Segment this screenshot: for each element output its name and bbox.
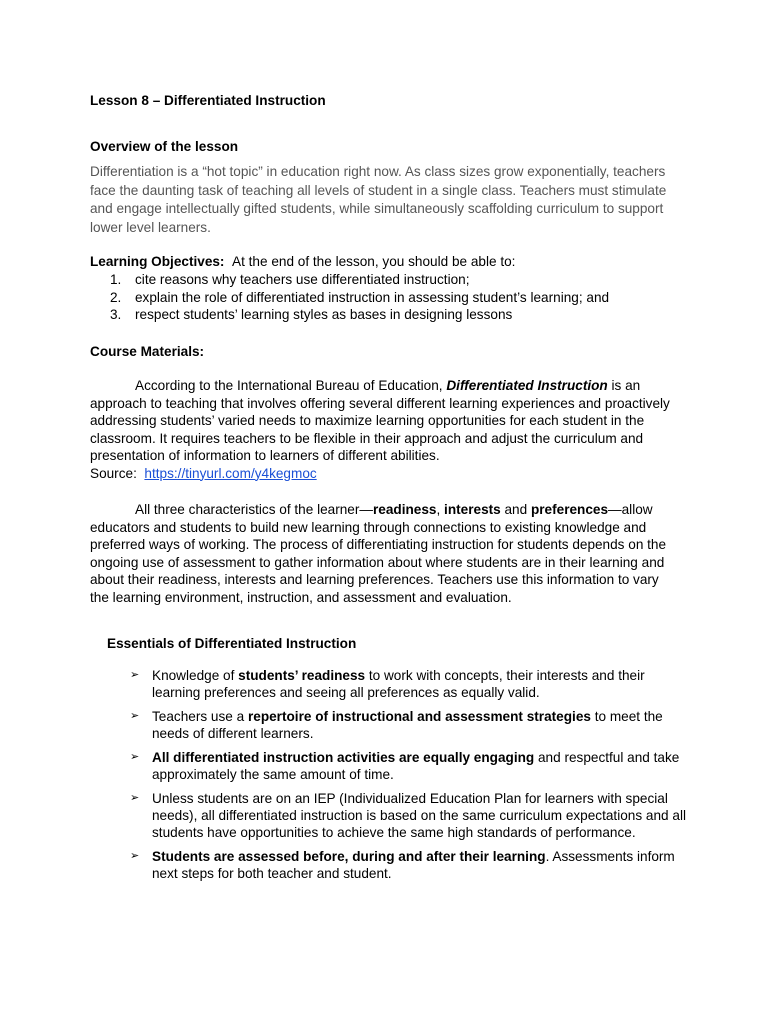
list-item: [130, 790, 690, 841]
source-label: Source:: [90, 465, 137, 481]
para2-bold-preferences: preferences: [530, 502, 609, 517]
para2-bold-readiness: readiness: [373, 502, 437, 517]
item-bold: Students are assessed before, during and after their learning: [152, 849, 546, 864]
item-text: . Assessments inform next steps for both teacher and student.: [152, 849, 675, 881]
objective-number: 3.: [110, 307, 122, 322]
para1-text-b: is an approach to teaching that involves offering several different learning experiences and proactively addressing students’ varied needs to maximize learning opportunities for each student in the classroom. It requires teachers to be flexible in their approach and adjust the curriculum and presentation of information to learners of different abilities.: [90, 378, 670, 463]
objective-text: cite reasons why teachers use differentiated instruction;: [135, 272, 470, 287]
item-text: to meet the needs of different learners.: [152, 709, 663, 741]
item-bold: All differentiated instruction activities are equally engaging: [152, 750, 535, 765]
objective-number: 1.: [110, 272, 122, 287]
item-bold: repertoire of instructional and assessment strategies: [247, 709, 591, 724]
objectives-intro-text: At the end of the lesson, you should be able to:: [232, 254, 516, 269]
arrow-bullet-icon: ➢: [130, 669, 140, 681]
objective-text: explain the role of differentiated instruction in assessing student’s learning; and: [135, 289, 610, 305]
para2-text: and: [500, 502, 531, 517]
objective-item: [90, 289, 710, 307]
list-item: [130, 667, 690, 701]
course-materials-heading: Course Materials:: [90, 344, 205, 359]
list-item: [130, 848, 690, 882]
arrow-bullet-icon: ➢: [130, 792, 140, 804]
para2-text: All three characteristics of the learner—: [135, 502, 373, 517]
item-text: and respectful and take approximately the same amount of time.: [152, 750, 680, 782]
characteristics-paragraph: [90, 501, 680, 606]
list-item: [130, 708, 690, 742]
item-bold: students’ readiness: [238, 668, 366, 683]
item-text: Knowledge of: [152, 668, 239, 683]
arrow-bullet-icon: ➢: [130, 710, 140, 722]
objective-number: 2.: [110, 289, 122, 305]
essentials-list: [130, 667, 690, 889]
overview-paragraph: Differentiation is a “hot topic” in education right now. As class sizes grow exponentially, teachers face the daunting task of teaching all levels of student in a single class. Teachers must stimulate and engage intellectually gifted students, while simultaneously scaffolding curriculum to support lower level learners.: [90, 164, 667, 235]
definition-paragraph: [90, 377, 680, 482]
para2-text: —allow educators and students to build new learning through connections to existing knowledge and preferred ways of working. The process of differentiating instruction for students depends on the ongoing use of assessment to gather information about where students are in their learning and about their readiness, interests and learning preferences. Teachers use this information to vary the learning environment, instruction, and assessment and evaluation.: [90, 502, 667, 605]
essentials-heading: Essentials of Differentiated Instruction: [107, 636, 357, 651]
arrow-bullet-icon: ➢: [130, 850, 140, 862]
objective-text: respect students’ learning styles as bases in designing lessons: [135, 307, 513, 322]
overview-heading: Overview of the lesson: [90, 139, 239, 154]
objective-item: [90, 271, 710, 289]
para2-bold-interests: interests: [444, 502, 501, 517]
list-item: [130, 749, 690, 783]
learning-objectives-intro: [90, 253, 690, 271]
objectives-list: [90, 271, 710, 324]
para1-text-a: According to the International Bureau of Education,: [135, 378, 447, 393]
item-text: to work with concepts, their interests and their learning preferences and seeing all preferences as equally valid.: [152, 668, 645, 700]
item-text: Teachers use a: [152, 709, 248, 724]
source-link[interactable]: https://tinyurl.com/y4kegmoc: [144, 465, 317, 481]
para2-text: ,: [436, 502, 445, 517]
lesson-title: Lesson 8 – Differentiated Instruction: [90, 93, 326, 108]
arrow-bullet-icon: ➢: [130, 751, 140, 763]
para1-emphasis: Differentiated Instruction: [446, 378, 608, 393]
objective-item: [90, 306, 710, 324]
item-text: Unless students are on an IEP (Individualized Education Plan for learners with special needs), all differentiated instruction is based on the same curriculum expectations and all students have opportunities to achieve the same high standards of performance.: [152, 791, 686, 840]
objectives-label: Learning Objectives:: [90, 254, 225, 269]
